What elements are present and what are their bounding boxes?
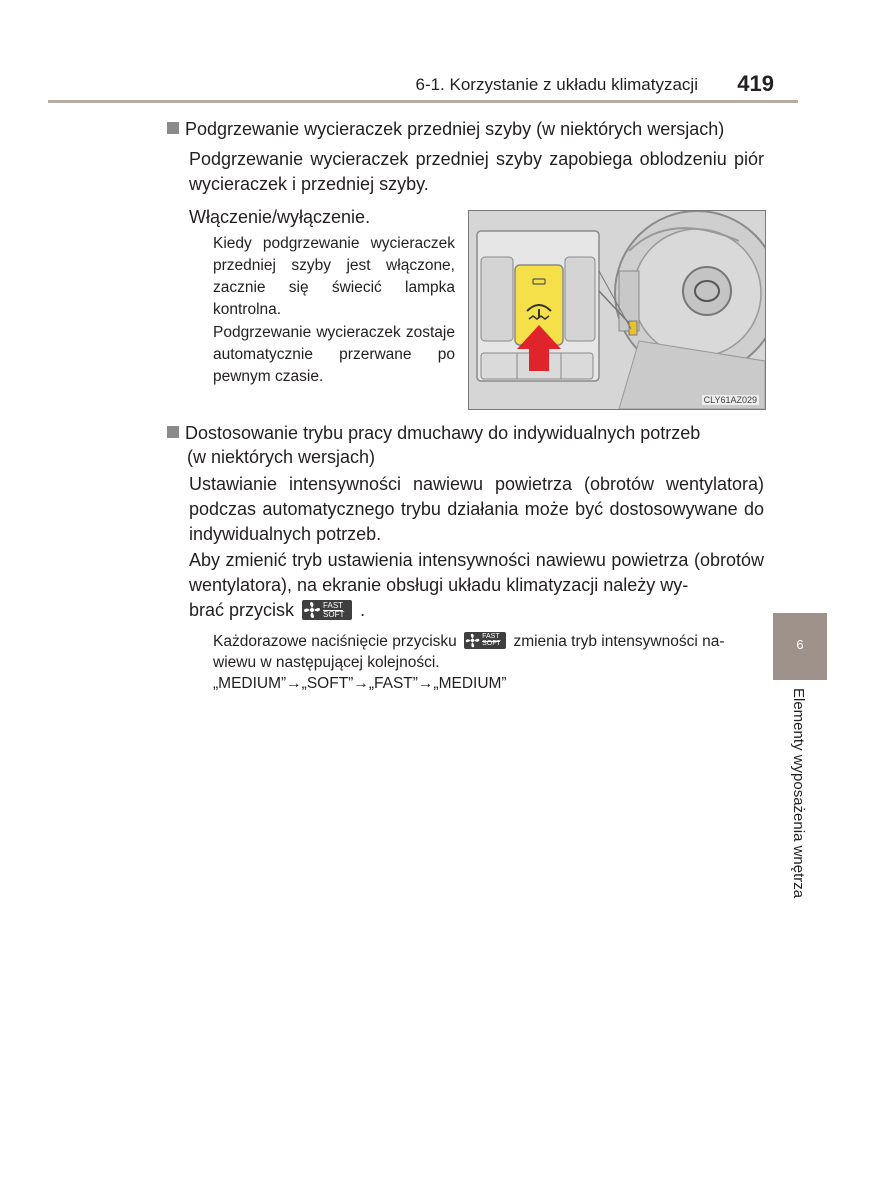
indicator-note: Kiedy podgrzewanie wycieraczek przedniej szyby jest włączone, zacznie się świecić lampka kontrolna.	[213, 235, 455, 318]
blower-intro: Ustawianie intensywności nawiewu powietrza (obrotów wentylatora) podczas automatycznego trybu działania może być dostosowywane do indywidualnych potrzeb.	[189, 474, 764, 544]
instruction-line1: Aby zmienić tryb ustawienia intensywności nawiewu powietrza (obrotów wentylatora), na ekranie obsługi układu klimatyzacji należy wy-	[189, 550, 764, 595]
running-header: 6-1. Korzystanie z układu klimatyzacji	[415, 75, 698, 94]
button-fast-label: FAST	[323, 601, 344, 610]
bullet-square-icon	[167, 122, 179, 134]
press-note	[213, 631, 763, 694]
note-prefix: Każdorazowe naciśnięcie przycisku	[213, 633, 457, 650]
heading-text: Dostosowanie trybu pracy dmuchawy do indywidualnych potrzeb	[185, 423, 701, 443]
instruction-period: .	[360, 600, 366, 620]
chapter-tab	[773, 613, 827, 680]
button-soft-label: SOFT	[482, 640, 501, 647]
note-suffix: zmienia tryb intensywności na-	[513, 633, 725, 650]
blower-instruction	[189, 548, 764, 623]
header-divider	[48, 100, 798, 103]
toggle-label: Włączenie/wyłączenie.	[189, 207, 371, 227]
note-line2: wiewu w następującej kolejności.	[213, 654, 440, 671]
instruction-line2: brać przycisk	[189, 600, 295, 620]
fan-icon	[464, 632, 481, 649]
auto-off-note: Podgrzewanie wycieraczek zostaje automatycznie przerwane po pewnym czasie.	[213, 324, 455, 385]
fast-soft-button[interactable]	[302, 600, 352, 620]
bullet-square-icon	[167, 426, 179, 438]
button-fast-label: FAST	[482, 633, 500, 640]
chapter-title: Elementy wyposażenia wnętrza	[790, 688, 807, 899]
wiper-heating-intro: Podgrzewanie wycieraczek przedniej szyby zapobiega oblodzeniu piór wycieraczek i przedniej szyby.	[189, 149, 764, 194]
wiper-heater-switch-illustration	[468, 210, 766, 410]
heading-text: Podgrzewanie wycieraczek przedniej szyby (w niektórych wersjach)	[185, 119, 725, 139]
section-heading-blower-mode	[167, 421, 767, 469]
fast-soft-button-inline[interactable]	[464, 632, 506, 649]
dashboard-drawing	[469, 211, 765, 409]
section-heading-wiper-heating	[167, 117, 767, 141]
button-soft-label: SOFT	[323, 610, 345, 619]
heading-text-line2: (w niektórych wersjach)	[187, 447, 376, 467]
mode-sequence: „MEDIUM”→„SOFT”→„FAST”→„MEDIUM”	[213, 675, 507, 692]
page-number: 419	[737, 71, 774, 96]
fan-icon	[302, 600, 322, 620]
chapter-number: 6	[796, 637, 804, 652]
image-code: CLY61AZ029	[703, 395, 757, 405]
